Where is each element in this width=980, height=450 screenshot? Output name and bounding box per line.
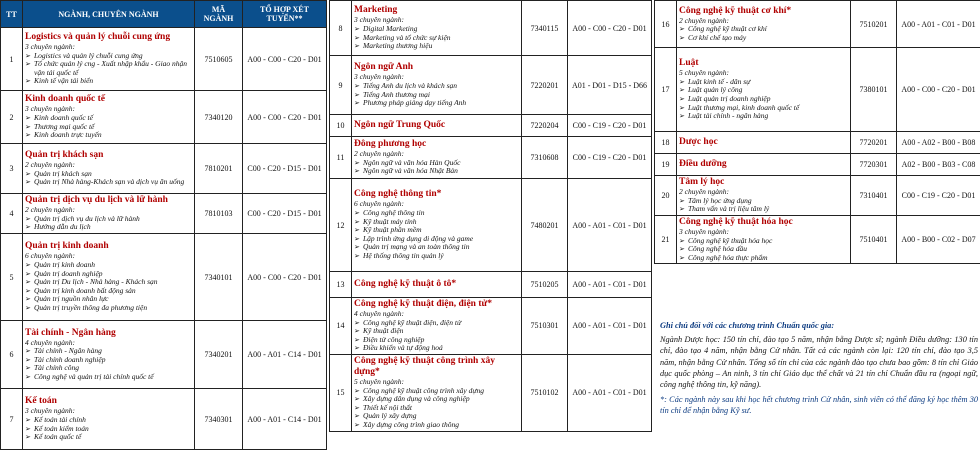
major-cell bbox=[677, 48, 851, 132]
major-code: 7810103 bbox=[195, 194, 243, 234]
row-number: 4 bbox=[1, 194, 23, 234]
major-row bbox=[1, 91, 327, 144]
major-cell bbox=[352, 1, 522, 56]
specialization-item: ➢ Xây dựng công trình giao thông bbox=[354, 421, 519, 430]
major-row bbox=[330, 272, 652, 298]
specialization-count: 3 chuyên ngành: bbox=[354, 15, 404, 25]
specialization-item: ➢ Marketing và tổ chức sự kiện bbox=[354, 34, 519, 43]
specialization-list bbox=[25, 114, 192, 140]
specialization-item: ➢ Quản trị mạng và an toàn thông tin bbox=[354, 243, 519, 252]
major-row bbox=[1, 321, 327, 389]
specialization-item: ➢ Quản trị truyền thông đa phương tiện bbox=[25, 304, 192, 313]
major-name: Tâm lý học bbox=[679, 177, 725, 188]
specialization-item: ➢ Digital Marketing bbox=[354, 25, 519, 34]
specialization-item: ➢ Quản lý xây dựng bbox=[354, 412, 519, 421]
specialization-count: 2 chuyên ngành: bbox=[25, 160, 75, 170]
subject-combo: A00 - A01 - C01 - D01 bbox=[897, 1, 980, 48]
header-combo: TỔ HỢP XÉT TUYỂN** bbox=[243, 1, 327, 28]
row-number: 16 bbox=[655, 1, 677, 48]
major-name: Ngôn ngữ Anh bbox=[354, 62, 414, 73]
row-number: 17 bbox=[655, 48, 677, 132]
subject-combo: A02 - B00 - B03 - C08 bbox=[897, 154, 980, 176]
major-row bbox=[1, 28, 327, 91]
specialization-count: 3 chuyên ngành: bbox=[679, 227, 729, 236]
specialization-item: ➢ Kinh doanh quốc tế bbox=[25, 114, 192, 123]
major-code: 7220201 bbox=[522, 56, 568, 115]
specialization-item: ➢ Quản trị khách sạn bbox=[25, 170, 192, 179]
subject-combo: A00 - C00 - C20 - D01 bbox=[243, 234, 327, 321]
specialization-item: ➢ Tham vấn và trị liệu tâm lý bbox=[679, 205, 848, 214]
specialization-item: ➢ Kế toán tài chính bbox=[25, 416, 192, 425]
major-name: Dược học bbox=[679, 137, 718, 147]
specialization-count: 6 chuyên ngành: bbox=[354, 199, 404, 209]
major-row bbox=[655, 176, 980, 216]
specialization-item: ➢ Tổ chức quản lý cng - Xuất nhập khẩu - Giao nhận vận tải quốc tế bbox=[25, 60, 192, 77]
major-cell bbox=[23, 194, 195, 234]
major-code: 7510205 bbox=[522, 272, 568, 298]
row-number: 2 bbox=[1, 91, 23, 144]
subject-combo: A00 - C00 - C20 - D01 bbox=[243, 28, 327, 91]
major-row bbox=[330, 137, 652, 179]
major-cell bbox=[677, 154, 851, 176]
specialization-item: ➢ Kinh doanh trực tuyến bbox=[25, 131, 192, 140]
row-number: 15 bbox=[330, 354, 352, 431]
header-code: MÃ NGÀNH bbox=[195, 1, 243, 28]
major-code: 7340120 bbox=[195, 91, 243, 144]
specialization-list bbox=[354, 387, 519, 430]
major-code: 7340301 bbox=[195, 389, 243, 450]
specialization-item: ➢ Công nghệ và quản trị tài chính quốc tế bbox=[25, 373, 192, 382]
subject-combo: A00 - A01 - C01 - D01 bbox=[568, 354, 652, 431]
major-code: 7720301 bbox=[851, 154, 897, 176]
major-cell bbox=[677, 132, 851, 154]
major-code: 7510201 bbox=[851, 1, 897, 48]
specialization-list bbox=[25, 170, 192, 187]
specialization-item: ➢ Tiếng Anh du lịch và khách sạn bbox=[354, 82, 519, 91]
row-number: 19 bbox=[655, 154, 677, 176]
specialization-item: ➢ Quản trị doanh nghiệp bbox=[25, 270, 192, 279]
specialization-count: 3 chuyên ngành: bbox=[354, 72, 404, 82]
row-number: 6 bbox=[1, 321, 23, 389]
note-body: Ngành Dược học: 150 tín chỉ, đào tạo 5 năm, nhận bằng Dược sĩ; ngành Điều dưỡng: 130 tín chỉ, đào tạo 4 năm, nhận bằng Cử nhân. Tất cả các ngành còn lại: 120 tín chỉ, đào tạo 3,5 năm, nhận bằng Cử nhân. Tổng số tín chỉ của các ngành đào tạo chưa bao gồm: 8 tín chỉ Giáo dục quốc phòng – An ninh, 3 tín chỉ Giáo dục thể chất và 21 tín chỉ Chuẩn đầu ra (ngoại ngữ, công nghệ thông tin, kỹ năng). bbox=[660, 335, 978, 390]
major-name: Công nghệ kỹ thuật ô tô* bbox=[354, 279, 457, 289]
major-cell bbox=[677, 1, 851, 48]
subject-combo: A01 - D01 - D15 - D66 bbox=[568, 56, 652, 115]
specialization-item: ➢ Công nghệ thông tin bbox=[354, 209, 519, 218]
note-title: Ghi chú đối với các chương trình Chuẩn quốc gia: bbox=[660, 321, 835, 330]
row-number: 18 bbox=[655, 132, 677, 154]
specialization-item: ➢ Phương pháp giảng dạy tiếng Anh bbox=[354, 99, 519, 108]
major-name: Kinh doanh quốc tế bbox=[25, 94, 105, 105]
specialization-item: ➢ Luật thương mại, kinh doanh quốc tế bbox=[679, 104, 848, 113]
specialization-list bbox=[354, 209, 519, 261]
major-code: 7340101 bbox=[195, 234, 243, 321]
row-number: 10 bbox=[330, 115, 352, 137]
row-number: 13 bbox=[330, 272, 352, 298]
note-footnote: *: Các ngành này sau khi học hết chương trình Cử nhân, sinh viên có thể đăng ký học thêm 30 tín chỉ để nhận bằng Kỹ sư. bbox=[660, 395, 978, 416]
row-number: 20 bbox=[655, 176, 677, 216]
header-major: NGÀNH, CHUYÊN NGÀNH bbox=[23, 1, 195, 28]
specialization-item: ➢ Thiết kế nội thất bbox=[354, 404, 519, 413]
specialization-list bbox=[25, 215, 192, 232]
subject-combo: A00 - A01 - C01 - D01 bbox=[568, 179, 652, 272]
major-row bbox=[655, 48, 980, 132]
major-name: Đông phương học bbox=[354, 139, 427, 150]
specialization-list bbox=[354, 82, 519, 108]
majors-table-1 bbox=[0, 0, 327, 450]
major-name: Công nghệ kỹ thuật điện, điện tử* bbox=[354, 299, 492, 309]
major-code: 7220204 bbox=[522, 115, 568, 137]
specialization-item: ➢ Công nghệ kỹ thuật công trình xây dựng bbox=[354, 387, 519, 396]
specialization-item: ➢ Tâm lý học ứng dụng bbox=[679, 197, 848, 206]
major-cell bbox=[23, 234, 195, 321]
row-number: 21 bbox=[655, 216, 677, 264]
specialization-item: ➢ Hướng dẫn du lịch bbox=[25, 223, 192, 232]
row-number: 12 bbox=[330, 179, 352, 272]
specialization-list bbox=[679, 25, 848, 42]
major-code: 7510605 bbox=[195, 28, 243, 91]
specialization-list bbox=[25, 347, 192, 381]
major-row bbox=[330, 1, 652, 56]
major-code: 7480201 bbox=[522, 179, 568, 272]
specialization-item: ➢ Hệ thống thông tin quản lý bbox=[354, 252, 519, 261]
specialization-item: ➢ Quản trị nguồn nhân lực bbox=[25, 295, 192, 304]
major-cell bbox=[352, 56, 522, 115]
major-name: Quản trị khách sạn bbox=[25, 150, 104, 161]
specialization-count: 2 chuyên ngành: bbox=[679, 15, 729, 25]
major-code: 7310608 bbox=[522, 137, 568, 179]
major-row bbox=[1, 234, 327, 321]
row-number: 11 bbox=[330, 137, 352, 179]
major-row bbox=[655, 132, 980, 154]
specialization-count: 3 chuyên ngành: bbox=[25, 104, 75, 114]
major-name: Công nghệ thông tin* bbox=[354, 189, 442, 200]
major-code: 7340201 bbox=[195, 321, 243, 389]
specialization-count: 2 chuyên ngành: bbox=[679, 187, 729, 197]
major-name: Công nghệ kỹ thuật hóa học bbox=[679, 217, 793, 227]
major-name: Marketing bbox=[354, 5, 398, 16]
specialization-item: ➢ Thương mại quốc tế bbox=[25, 123, 192, 132]
specialization-count: 2 chuyên ngành: bbox=[25, 205, 75, 215]
specialization-item: ➢ Tài chính doanh nghiệp bbox=[25, 356, 192, 365]
major-cell bbox=[352, 272, 522, 298]
subject-combo: C00 - C19 - C20 - D01 bbox=[897, 176, 980, 216]
major-code: 7340115 bbox=[522, 1, 568, 56]
specialization-item: ➢ Kỹ thuật máy tính bbox=[354, 218, 519, 227]
major-cell bbox=[352, 137, 522, 179]
specialization-item: ➢ Luật tài chính - ngân hàng bbox=[679, 112, 848, 121]
subject-combo: A00 - C00 - C20 - D01 bbox=[243, 91, 327, 144]
specialization-count: 4 chuyên ngành: bbox=[25, 337, 75, 347]
majors-table-2 bbox=[329, 0, 652, 432]
majors-column-2 bbox=[329, 0, 651, 432]
major-row bbox=[330, 354, 652, 431]
major-row bbox=[330, 56, 652, 115]
major-cell bbox=[23, 91, 195, 144]
specialization-item: ➢ Xây dựng dân dụng và công nghiệp bbox=[354, 395, 519, 404]
specialization-item: ➢ Quản trị kinh doanh bất động sản bbox=[25, 287, 192, 296]
admission-note bbox=[660, 320, 978, 421]
subject-combo: A00 - C00 - C20 - D01 bbox=[897, 48, 980, 132]
major-code: 7380101 bbox=[851, 48, 897, 132]
specialization-item: ➢ Kế toán quốc tế bbox=[25, 433, 192, 442]
specialization-item: ➢ Ngôn ngữ và văn hóa Hàn Quốc bbox=[354, 159, 519, 168]
specialization-list bbox=[25, 52, 192, 86]
specialization-item: ➢ Tài chính - Ngân hàng bbox=[25, 347, 192, 356]
specialization-list bbox=[25, 416, 192, 442]
header-tt: TT bbox=[1, 1, 23, 28]
major-name: Công nghệ kỹ thuật cơ khí* bbox=[679, 5, 792, 16]
specialization-item: ➢ Công nghệ hóa thực phẩm bbox=[679, 254, 848, 263]
specialization-count: 3 chuyên ngành: bbox=[25, 406, 75, 416]
specialization-count: 5 chuyên ngành: bbox=[354, 376, 404, 386]
major-cell bbox=[23, 389, 195, 450]
row-number: 7 bbox=[1, 389, 23, 450]
major-row bbox=[655, 154, 980, 176]
specialization-list bbox=[679, 78, 848, 121]
specialization-item: ➢ Điện tử công nghiệp bbox=[354, 336, 519, 345]
major-code: 7720201 bbox=[851, 132, 897, 154]
major-row bbox=[1, 144, 327, 194]
major-row bbox=[330, 115, 652, 137]
table-header bbox=[1, 1, 327, 28]
subject-combo: A00 - C00 - C20 - D01 bbox=[568, 1, 652, 56]
subject-combo: A00 - A01 - C01 - D01 bbox=[568, 272, 652, 298]
row-number: 3 bbox=[1, 144, 23, 194]
majors-table-3 bbox=[654, 0, 980, 264]
specialization-count: 2 chuyên ngành: bbox=[354, 149, 404, 159]
subject-combo: A00 - A01 - C01 - D01 bbox=[568, 298, 652, 355]
majors-column-3 bbox=[654, 0, 980, 264]
major-name: Kế toán bbox=[25, 396, 57, 407]
major-cell bbox=[352, 115, 522, 137]
subject-combo: A00 - B00 - C02 - D07 bbox=[897, 216, 980, 264]
row-number: 9 bbox=[330, 56, 352, 115]
subject-combo: A00 - A01 - C14 - D01 bbox=[243, 321, 327, 389]
major-cell bbox=[352, 298, 522, 355]
specialization-item: ➢ Kỹ thuật điện bbox=[354, 327, 519, 336]
specialization-item: ➢ Luật quản lý công bbox=[679, 86, 848, 95]
row-number: 14 bbox=[330, 298, 352, 355]
major-row bbox=[655, 1, 980, 48]
specialization-list bbox=[679, 237, 848, 263]
major-name: Điều dưỡng bbox=[679, 159, 727, 169]
specialization-item: ➢ Marketing thương hiệu bbox=[354, 42, 519, 51]
specialization-count: 6 chuyên ngành: bbox=[25, 251, 75, 261]
major-code: 7810201 bbox=[195, 144, 243, 194]
subject-combo: A00 - A01 - C14 - D01 bbox=[243, 389, 327, 450]
major-cell bbox=[352, 179, 522, 272]
specialization-item: ➢ Điều khiển và tự động hoá bbox=[354, 344, 519, 353]
specialization-item: ➢ Quản trị Du lịch - Nhà hàng - Khách sạn bbox=[25, 278, 192, 287]
subject-combo: C00 - C20 - D15 - D01 bbox=[243, 144, 327, 194]
major-name: Quản trị dịch vụ du lịch và lữ hành bbox=[25, 195, 168, 206]
row-number: 5 bbox=[1, 234, 23, 321]
specialization-list bbox=[679, 197, 848, 214]
major-row bbox=[330, 298, 652, 355]
major-name: Ngôn ngữ Trung Quốc bbox=[354, 120, 446, 130]
major-name: Logistics và quản lý chuỗi cung ứng bbox=[25, 32, 171, 43]
specialization-count: 3 chuyên ngành: bbox=[25, 42, 75, 52]
major-row bbox=[330, 179, 652, 272]
major-name: Luật bbox=[679, 58, 699, 69]
major-name: Quản trị kinh doanh bbox=[25, 241, 109, 252]
specialization-item: ➢ Quản trị Nhà hàng-Khách sạn và dịch vụ ăn uống bbox=[25, 178, 192, 187]
specialization-item: ➢ Tài chính công bbox=[25, 364, 192, 373]
specialization-item: ➢ Kỹ thuật phần mềm bbox=[354, 226, 519, 235]
major-cell bbox=[677, 216, 851, 264]
specialization-item: ➢ Công nghệ kỹ thuật cơ khí bbox=[679, 25, 848, 34]
specialization-item: ➢ Công nghệ kỹ thuật điện, điện tử bbox=[354, 319, 519, 328]
major-cell bbox=[352, 354, 522, 431]
major-row bbox=[655, 216, 980, 264]
specialization-list bbox=[25, 261, 192, 313]
major-code: 7510401 bbox=[851, 216, 897, 264]
specialization-item: ➢ Ngôn ngữ và văn hóa Nhật Bản bbox=[354, 167, 519, 176]
subject-combo: C00 - C19 - C20 - D01 bbox=[568, 115, 652, 137]
row-number: 1 bbox=[1, 28, 23, 91]
major-name: Tài chính - Ngân hàng bbox=[25, 327, 116, 338]
major-row bbox=[1, 194, 327, 234]
major-cell bbox=[23, 144, 195, 194]
specialization-item: ➢ Công nghệ hóa dầu bbox=[679, 245, 848, 254]
specialization-item: ➢ Luật quản trị doanh nghiệp bbox=[679, 95, 848, 104]
major-name: Công nghệ kỹ thuật công trình xây dựng* bbox=[354, 355, 495, 377]
specialization-item: ➢ Lập trình ứng dụng di động và game bbox=[354, 235, 519, 244]
specialization-item: ➢ Quản trị dịch vụ du lịch và lữ hành bbox=[25, 215, 192, 224]
specialization-item: ➢ Quản trị kinh doanh bbox=[25, 261, 192, 270]
majors-column-1 bbox=[0, 0, 326, 450]
specialization-count: 5 chuyên ngành: bbox=[679, 68, 729, 78]
subject-combo: C00 - C19 - C20 - D01 bbox=[568, 137, 652, 179]
major-code: 7310401 bbox=[851, 176, 897, 216]
specialization-list bbox=[354, 319, 519, 353]
specialization-list bbox=[354, 159, 519, 176]
specialization-item: ➢ Cơ khí chế tạo máy bbox=[679, 34, 848, 43]
specialization-count: 4 chuyên ngành: bbox=[354, 309, 404, 318]
major-row bbox=[1, 389, 327, 450]
specialization-item: ➢ Tiếng Anh thương mại bbox=[354, 91, 519, 100]
specialization-item: ➢ Công nghệ kỹ thuật hóa học bbox=[679, 237, 848, 246]
specialization-item: ➢ Kinh tế vận tải biển bbox=[25, 77, 192, 86]
major-code: 7510102 bbox=[522, 354, 568, 431]
major-cell bbox=[677, 176, 851, 216]
specialization-list bbox=[354, 25, 519, 51]
subject-combo: A00 - A02 - B00 - B08 bbox=[897, 132, 980, 154]
major-cell bbox=[23, 321, 195, 389]
subject-combo: C00 - C20 - D15 - D01 bbox=[243, 194, 327, 234]
specialization-item: ➢ Luật kinh tế - dân sự bbox=[679, 78, 848, 87]
specialization-item: ➢ Logistics và quản lý chuỗi cung ứng bbox=[25, 52, 192, 61]
row-number: 8 bbox=[330, 1, 352, 56]
major-cell bbox=[23, 28, 195, 91]
specialization-item: ➢ Kế toán kiểm toán bbox=[25, 425, 192, 434]
major-code: 7510301 bbox=[522, 298, 568, 355]
